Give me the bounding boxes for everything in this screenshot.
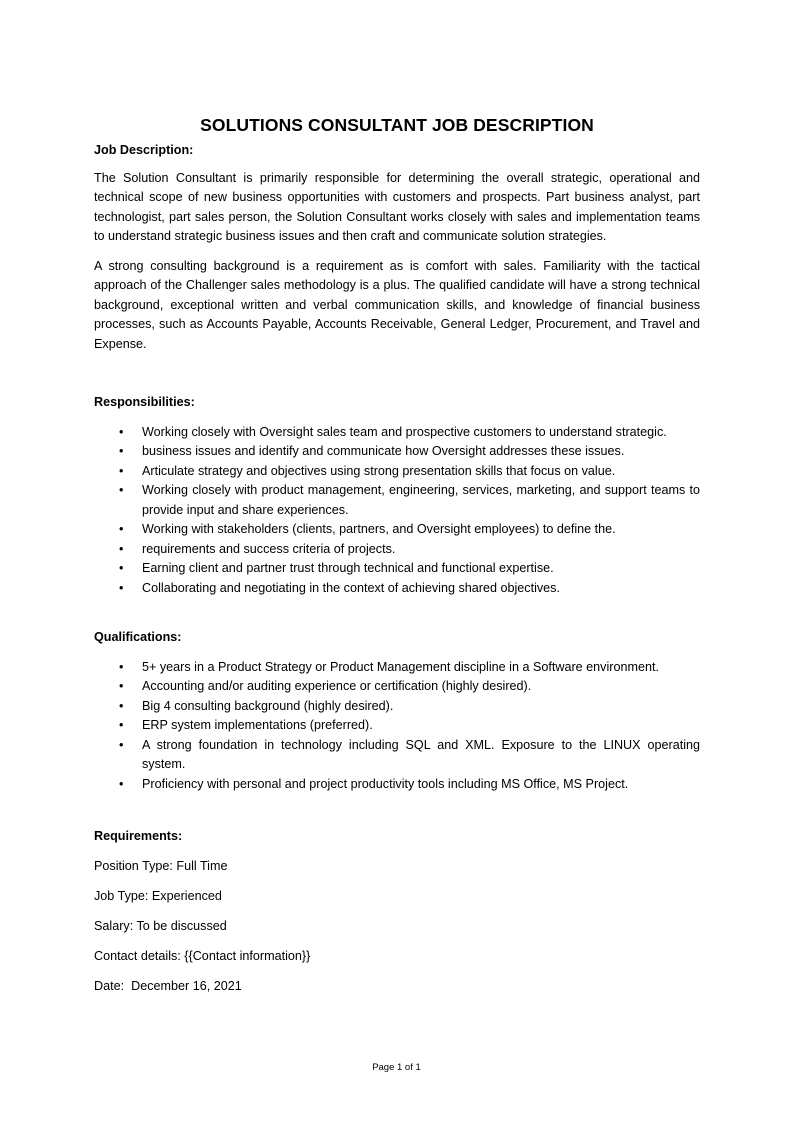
list-item-text: 5+ years in a Product Strategy or Product Management discipline in a Software environment.	[142, 659, 659, 674]
document-title: SOLUTIONS CONSULTANT JOB DESCRIPTION	[200, 115, 594, 135]
list-item-text: Earning client and partner trust through technical and functional expertise.	[142, 561, 554, 575]
contact-details: Contact details: {{Contact information}}	[94, 948, 311, 963]
list-item-text: business issues and identify and communicate how Oversight addresses these issues.	[142, 444, 625, 458]
qualifications-list	[94, 658, 700, 795]
list-item-text: requirements and success criteria of projects.	[142, 541, 396, 556]
list-item	[94, 423, 700, 443]
bullet-icon: •	[119, 561, 124, 575]
list-item	[94, 658, 700, 678]
bullet-icon: •	[119, 580, 124, 595]
job-description-paragraph-1: The Solution Consultant is primarily responsible for determining the overall strategic, operational and technical scope of new business opportunities with customers and prospects. Part business analyst, part technologist, part sales person, the Solution Consultant works closely with sales and implementation teams to understand strategic business issues and then craft and communicate solution strategies.	[94, 170, 700, 243]
list-item	[94, 442, 700, 462]
list-item	[94, 677, 700, 697]
page-footer: Page 1 of 1	[372, 1062, 421, 1073]
list-item-text: ERP system implementations (preferred).	[142, 718, 373, 732]
list-item	[94, 775, 700, 795]
job-description-paragraph-2: A strong consulting background is a requirement as is comfort with sales. Familiarity with the tactical approach of the Challenger sales methodology is a plus. The qualified candidate will have a strong technical background, exceptional written and verbal communication skills, and knowledge of financial business processes, such as Accounts Payable, Accounts Receivable, General Ledger, Procurement, and Travel and Expense.	[94, 258, 700, 351]
list-item-text: Articulate strategy and objectives using strong presentation skills that focus on value.	[142, 463, 616, 478]
list-item	[94, 736, 700, 775]
list-item-text: Big 4 consulting background (highly desired).	[142, 698, 394, 713]
list-item	[94, 579, 700, 599]
bullet-icon: •	[119, 718, 124, 732]
list-item-text: Proficiency with personal and project productivity tools including MS Office, MS Project.	[142, 776, 629, 791]
bullet-icon: •	[119, 698, 124, 713]
qualifications-heading: Qualifications:	[94, 630, 182, 644]
document-body	[94, 113, 700, 1007]
job-description-heading: Job Description:	[94, 143, 194, 157]
list-item-text: Working closely with product management, engineering, services, marketing, and support teams to provide input and share experiences.	[142, 483, 700, 517]
job-type: Job Type: Experienced	[94, 888, 222, 903]
responsibilities-list	[94, 423, 700, 599]
list-item	[94, 697, 700, 717]
list-item-text: A strong foundation in technology including SQL and XML. Exposure to the LINUX operating system.	[142, 737, 700, 771]
list-item	[94, 520, 700, 540]
position-type: Position Type: Full Time	[94, 858, 228, 873]
list-item-text: Collaborating and negotiating in the context of achieving shared objectives.	[142, 580, 560, 595]
list-item-text: Accounting and/or auditing experience or certification (highly desired).	[142, 679, 532, 693]
bullet-icon: •	[119, 659, 124, 674]
list-item-text: Working closely with Oversight sales team and prospective customers to understand strategic.	[142, 424, 667, 439]
bullet-icon: •	[119, 463, 124, 478]
list-item	[94, 716, 700, 736]
list-item	[94, 481, 700, 520]
bullet-icon: •	[119, 424, 124, 439]
document-date: Date: December 16, 2021	[94, 978, 242, 993]
bullet-icon: •	[119, 483, 124, 497]
responsibilities-heading: Responsibilities:	[94, 395, 195, 409]
bullet-icon: •	[119, 737, 124, 752]
bullet-icon: •	[119, 776, 124, 791]
requirements-heading: Requirements:	[94, 829, 183, 843]
salary: Salary: To be discussed	[94, 918, 227, 933]
list-item	[94, 462, 700, 482]
list-item-text: Working with stakeholders (clients, partners, and Oversight employees) to define the.	[142, 522, 616, 536]
bullet-icon: •	[119, 679, 124, 693]
list-item	[94, 559, 700, 579]
bullet-icon: •	[119, 522, 124, 536]
bullet-icon: •	[119, 444, 124, 458]
bullet-icon: •	[119, 541, 124, 556]
list-item	[94, 540, 700, 560]
